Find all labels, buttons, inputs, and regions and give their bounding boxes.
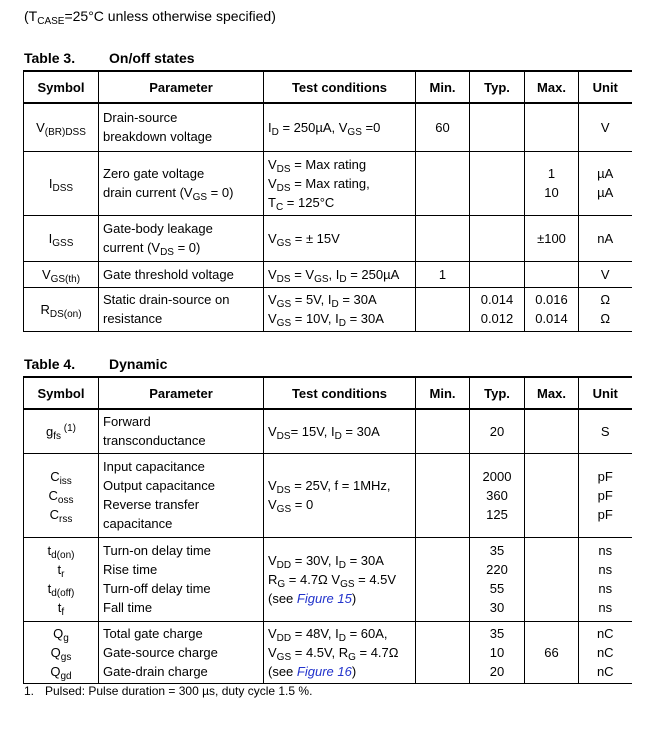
conditions-cell [264,151,416,215]
conditions-cell [264,215,416,261]
table-row [24,537,632,621]
unit-cell [579,287,632,331]
text-line: 20 [489,423,505,439]
unit-cell [579,453,632,537]
text-line [268,309,411,328]
subscript: iss [59,475,72,487]
max-cell [525,409,579,453]
text-line: 0.014 [480,292,514,307]
max-cell [525,215,579,261]
table3-caption [24,50,195,66]
subscript: DS [276,273,291,285]
conditions-cell [264,287,416,331]
header-min: Min. [416,71,470,103]
text-line [28,486,94,505]
max-cell [525,103,579,151]
text-segment: = 30A [345,311,384,326]
text-line: Drain-source [103,110,178,126]
symbol-subscript: GSS [52,237,74,249]
unit-cell [579,261,632,287]
table-row [24,621,632,683]
table-row [24,261,632,287]
subscript: DS [276,485,291,496]
subscript: rss [59,513,73,525]
symbol-cell [24,621,99,683]
text-segment: T [268,194,276,210]
subscript: gd [60,670,72,682]
text-line: 0.012 [480,311,514,326]
header-unit: Unit [579,377,632,409]
text-segment: , I [328,266,340,282]
text-line [28,422,94,441]
text-segment: C [50,468,60,484]
unit-cell [579,621,632,683]
text-line: 0.014 [535,311,568,326]
max-cell [525,453,579,537]
text-segment: = 4.7Ω [355,644,399,660]
table3-number: Table 3. [24,50,76,66]
min-cell [416,453,470,537]
subscript: d(on) [51,550,75,561]
subscript: DS [160,247,174,258]
text-line [268,495,411,514]
text-line [268,643,411,662]
text-line: ns [598,600,613,615]
figure-link[interactable]: Figure 15 [296,590,352,606]
typ-cell [470,261,525,287]
subscript: oss [57,494,74,506]
max-cell [525,537,579,621]
subscript: f [61,607,65,618]
typ-cell [470,215,525,261]
header-test-conditions: Test conditions [264,71,416,103]
text-segment: = 4.5V, R [291,644,349,660]
text-segment: = Max rating [290,156,367,172]
text-segment: t [47,581,52,596]
text-line: Fall time [103,600,153,615]
text-line [103,238,259,257]
text-line [268,422,411,441]
symbol-base: I [48,175,53,191]
text-line: Input capacitance [103,459,205,474]
subscript: g [63,632,69,644]
min-cell [416,103,470,151]
text-segment: = 30A [345,552,384,568]
text-line: Zero gate voltage [103,166,205,181]
text-line: Forward [103,414,151,430]
text-line: pF [597,468,613,484]
text-line [28,643,94,662]
text-line [28,662,94,681]
subscript: D [338,632,346,644]
text-line: Turn-on delay time [103,543,211,558]
text-line: 35 [489,543,505,558]
text-segment: = 250µA, V [278,119,348,135]
text-segment: ) [351,663,357,679]
table-row [24,409,632,453]
text-line [103,183,259,202]
text-line: Gate threshold voltage [103,266,234,282]
max-cell [525,287,579,331]
text-segment: Q [53,625,64,641]
text-segment: V [268,423,277,439]
text-line: resistance [103,311,163,326]
text-line: 125 [486,506,508,522]
text-line [268,290,411,309]
header-min: Min. [416,377,470,409]
text-line: Gate-drain charge [103,663,208,679]
text-segment: = 0 [291,497,314,512]
text-line: 0.016 [535,292,568,307]
table-row [24,151,632,215]
text-segment: V [268,311,277,326]
text-segment: = 4.5V [354,571,397,587]
subscript: gs [60,651,72,663]
table-row [24,215,632,261]
text-line: 55 [489,581,505,596]
unit-cell [579,215,632,261]
figure-link[interactable]: Figure 16 [296,663,352,679]
text-line: Reverse transfer [103,497,200,512]
unit-cell [579,151,632,215]
subscript: D [339,273,347,285]
symbol-subscript: (BR)DSS [44,126,86,138]
text-line [268,570,411,589]
text-segment: = V [290,266,315,282]
conditions-cell [264,453,416,537]
text-line: 360 [486,487,508,503]
parameter-cell [99,287,264,331]
subscript: D [338,559,346,571]
parameter-cell [99,537,264,621]
text-segment: V [268,497,277,512]
text-line: 1 [438,266,447,282]
text-segment: = ± 15V [291,230,340,246]
text-segment: I [268,119,272,135]
text-segment: V [268,625,277,641]
text-segment: = 25V, f = 1MHz, [290,478,391,493]
text-line [268,624,411,643]
subscript: DS [276,182,291,194]
text-line: Turn-off delay time [103,581,211,596]
subscript: GS [276,504,292,515]
subscript: d(off) [51,588,75,599]
subscript: GS [276,299,292,310]
text-line: pF [597,506,613,522]
min-cell [416,151,470,215]
header-test-conditions: Test conditions [264,377,416,409]
text-segment: = 250µA [346,266,400,282]
text-line [268,265,411,284]
text-line [28,467,94,486]
header-typ: Typ. [470,377,525,409]
text-line [268,174,411,193]
header-symbol: Symbol [24,377,99,409]
subscript: GS [314,273,329,285]
text-segment: Q [50,644,61,660]
text-line [268,229,411,248]
text-line: 66 [544,644,559,660]
subscript: G [277,578,286,590]
parameter-cell [99,215,264,261]
text-line [28,579,94,598]
symbol-base: V [36,119,45,135]
text-line: pF [597,487,613,503]
text-segment: V [268,156,277,172]
text-line: 10 [544,185,559,200]
unit-cell [579,409,632,453]
subscript: DS [276,163,291,175]
table4-number: Table 4. [24,356,76,372]
text-line: capacitance [103,516,173,531]
symbol-base: R [40,301,50,317]
min-cell [416,537,470,621]
text-segment: V [268,230,277,246]
table4-header-row [24,377,632,409]
text-line: ns [598,581,613,596]
text-line: nC [596,644,614,660]
table-row [24,453,632,537]
text-segment: = 4.7Ω V [285,571,341,587]
text-segment: g [45,423,54,439]
footnote-number: 1. [24,684,35,698]
text-line: Output capacitance [103,478,216,493]
min-cell [416,261,470,287]
text-segment: = 10V, I [291,311,339,326]
text-line [28,541,94,560]
text-line [268,118,411,137]
table4-title: Dynamic [109,356,168,372]
subscript: D [338,318,346,329]
parameter-cell [99,261,264,287]
table3-title: On/off states [109,50,195,66]
typ-cell [470,537,525,621]
conditions-cell [264,621,416,683]
header-typ: Typ. [470,71,525,103]
text-line: Total gate charge [103,625,203,641]
text-segment: = 60A, [345,625,388,641]
text-segment: V [268,175,277,191]
symbol-subscript: DS(on) [49,308,82,320]
conditions-note: ($T_{CASE}=25^\circ C$ unless otherwise specified) [24,8,276,27]
text-segment: drain current (V [103,185,193,200]
text-segment: Q [50,663,61,679]
parameter-cell [99,409,264,453]
text-line: 220 [486,562,508,577]
subscript: D [331,299,339,310]
text-line: Rise time [103,562,158,577]
max-cell [525,621,579,683]
table4-caption [24,356,168,372]
text-line: S [600,423,610,439]
symbol-cell [24,409,99,453]
typ-cell [470,453,525,537]
text-segment: V [268,266,277,282]
table-on-off-states [23,70,632,332]
min-cell [416,409,470,453]
text-line: 1 [547,166,556,181]
typ-cell [470,621,525,683]
text-segment: (see [268,663,297,679]
text-line: Gate-source charge [103,644,218,660]
footnote-text: Pulsed: Pulse duration = 300 µs, duty cycle 1.5 %. [45,684,313,698]
table-dynamic [23,376,632,684]
text-segment: R [268,571,278,587]
text-line [268,193,411,212]
text-segment: = 125°C [283,194,335,210]
subscript: DD [276,559,292,571]
text-line: breakdown voltage [103,129,213,145]
symbol-base: V [41,266,51,282]
footnote [24,684,312,698]
text-segment: V [268,292,277,307]
text-line: nC [596,625,614,641]
subscript: GS [192,192,208,203]
subscript: GS [276,651,292,663]
text-line: transconductance [103,433,206,449]
text-line: Static drain-source on [103,292,230,307]
text-line: ns [598,543,613,558]
parameter-cell [99,621,264,683]
symbol-cell [24,453,99,537]
text-segment: V [268,478,277,493]
table3-header-row [24,71,632,103]
typ-cell [470,103,525,151]
text-segment: = 0) [173,240,201,255]
table-row [24,103,632,151]
text-segment: (see [268,590,297,606]
text-line [268,589,411,608]
subscript: GS [347,126,362,138]
text-segment: = 5V, I [291,292,332,307]
text-segment: V [268,644,277,660]
header-max: Max. [525,71,579,103]
conditions-cell [264,537,416,621]
text-line [28,560,94,579]
min-cell [416,287,470,331]
text-line [268,476,411,495]
unit-cell [579,103,632,151]
typ-cell [470,409,525,453]
text-segment: =0 [361,119,381,135]
subscript: fs [53,430,61,442]
text-segment: C [49,506,60,522]
symbol-cell [24,103,99,151]
text-line: nA [597,230,614,246]
symbol-cell [24,537,99,621]
text-line: nC [596,663,614,679]
text-segment: = 30A [338,292,377,307]
conditions-cell [264,103,416,151]
header-symbol: Symbol [24,71,99,103]
subscript: GS [276,237,292,249]
text-line: Ω [600,292,611,307]
text-line [268,551,411,570]
text-segment: V [268,552,277,568]
text-segment: current (V [103,240,161,255]
text-segment: = 0) [207,185,234,200]
subscript: G [348,651,356,663]
header-parameter: Parameter [99,377,264,409]
text-line [268,662,411,681]
header-parameter: Parameter [99,71,264,103]
parameter-cell [99,453,264,537]
parameter-cell [99,103,264,151]
text-segment: ) [351,590,357,606]
subscript: D [271,126,279,138]
text-segment: t [57,600,62,615]
symbol-cell [24,151,99,215]
text-line: 30 [489,600,505,615]
subscript: r [61,569,65,580]
subscript: DS [276,430,291,442]
typ-cell [470,287,525,331]
min-cell [416,215,470,261]
text-segment: = 15V, I [290,423,335,439]
text-line: 2000 [482,468,512,484]
text-line: V [600,119,610,135]
parameter-cell [99,151,264,215]
text-line: Ω [600,311,611,326]
text-line: µA [597,185,614,200]
subscript: GS [340,578,355,590]
text-segment: = 30A [341,423,380,439]
text-segment: = 30V, I [291,552,339,568]
text-line: ±100 [537,230,566,246]
conditions-cell [264,261,416,287]
text-line: 20 [489,663,505,679]
header-max: Max. [525,377,579,409]
text-segment: t [57,562,62,577]
symbol-subscript: GS(th) [50,273,81,285]
max-cell [525,261,579,287]
text-line: ns [598,562,613,577]
subscript: DD [276,632,292,644]
symbol-cell [24,287,99,331]
unit-cell [579,537,632,621]
text-segment: = Max rating, [290,175,370,191]
symbol-cell [24,261,99,287]
max-cell [525,151,579,215]
text-line: 60 [435,119,450,135]
text-line: V [600,266,610,282]
superscript: (1) [61,422,76,434]
text-line: 35 [489,625,505,641]
text-line: µA [597,166,614,181]
symbol-base: I [48,230,53,246]
header-unit: Unit [579,71,632,103]
text-segment: t [47,543,52,558]
typ-cell [470,151,525,215]
table-row [24,287,632,331]
subscript: GS [276,318,292,329]
text-line: Gate-body leakage [103,221,213,236]
subscript: D [334,430,342,442]
text-line [268,155,411,174]
min-cell [416,621,470,683]
conditions-cell [264,409,416,453]
text-line [28,624,94,643]
text-segment: C [48,487,58,503]
text-line [28,598,94,617]
symbol-cell [24,215,99,261]
symbol-subscript: DSS [52,182,74,194]
text-line: 10 [489,644,505,660]
text-segment: = 48V, I [291,625,339,641]
text-line [28,505,94,524]
subscript: C [275,201,284,213]
